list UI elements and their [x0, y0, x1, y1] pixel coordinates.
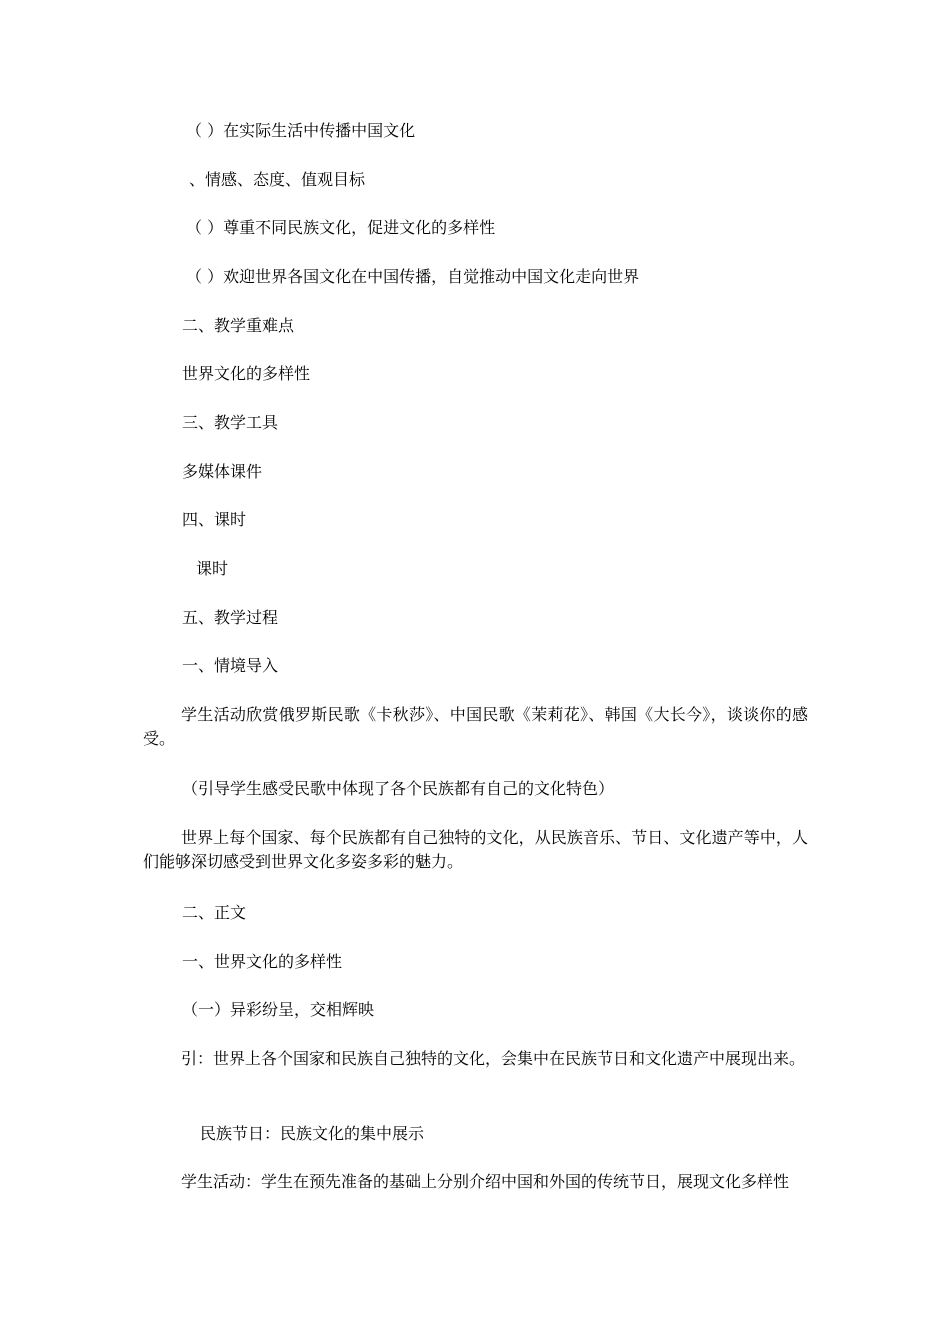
- guide-note: （引导学生感受民歌中体现了各个民族都有自己的文化特色）: [182, 779, 615, 798]
- heading-teaching-process: 五、教学过程: [182, 608, 279, 627]
- teaching-tools-text: 多媒体课件: [182, 462, 263, 481]
- paragraph-song-activity: 学生活动欣赏俄罗斯民歌《卡秋莎》、中国民歌《茉莉花》、韩国《大长今》，谈谈你的感受。: [143, 705, 808, 748]
- objective-respect-cultures: （ ）尊重不同民族文化，促进文化的多样性: [186, 218, 496, 237]
- objective-spread-culture: （ ）在实际生活中传播中国文化: [186, 121, 416, 140]
- heading-emotion-attitude-values: 、情感、态度、值观目标: [189, 170, 366, 189]
- paragraph-world-culture: 世界上每个国家、每个民族都有自己独特的文化，从民族音乐、节日、文化遗产等中，人们能够深切感受到世界文化多姿多彩的魅力。: [143, 828, 808, 871]
- heading-class-hours: 四、课时: [182, 510, 247, 529]
- heading-scenario-intro: 一、情境导入: [182, 656, 279, 675]
- key-point-text: 世界文化的多样性: [182, 364, 311, 383]
- heading-main-body: 二、正文: [182, 903, 247, 922]
- heading-subsection-one: （一）异彩纷呈，交相辉映: [182, 1000, 375, 1019]
- paragraph-student-activity: 学生活动：学生在预先准备的基础上分别介绍中国和外国的传统节日，展现文化多样性: [181, 1172, 790, 1191]
- heading-culture-diversity: 一、世界文化的多样性: [182, 952, 343, 971]
- heading-national-festivals: 民族节日：民族文化的集中展示: [200, 1124, 425, 1143]
- heading-teaching-tools: 三、教学工具: [182, 413, 279, 432]
- objective-welcome-cultures: （ ）欢迎世界各国文化在中国传播，自觉推动中国文化走向世界: [186, 267, 640, 286]
- heading-key-points: 二、教学重难点: [182, 316, 295, 335]
- class-hours-text: 课时: [196, 559, 229, 578]
- paragraph-introduction: 引：世界上各个国家和民族自己独特的文化，会集中在民族节日和文化遗产中展现出来。: [181, 1049, 806, 1068]
